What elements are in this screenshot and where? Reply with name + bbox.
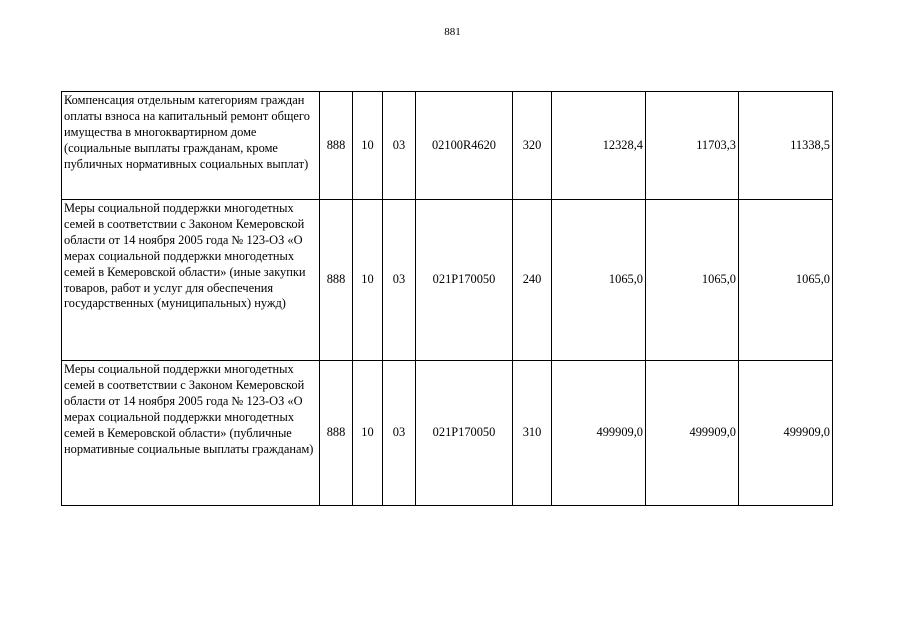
expense-type-cell: 310	[513, 361, 552, 506]
row-name-cell: Меры социальной поддержки многодетных семей в соответствии с Законом Кемеровской области от 14 ноября 2005 года № 123-ОЗ «О мерах социальной поддержки многодетных семей в Кемеровской области» (иные закупки товаров, работ и услуг для обеспечения государственных (муниципальных) нужд)	[62, 200, 320, 361]
ministry-code-cell: 888	[320, 92, 353, 200]
sum-3-cell: 1065,0	[739, 200, 833, 361]
sum-3-cell: 499909,0	[739, 361, 833, 506]
section-code-cell: 10	[353, 92, 383, 200]
sum-1-cell: 1065,0	[552, 200, 646, 361]
sum-1-cell: 12328,4	[552, 92, 646, 200]
table-row	[62, 200, 833, 361]
section-code-cell: 10	[353, 361, 383, 506]
row-name-cell: Меры социальной поддержки многодетных семей в соответствии с Законом Кемеровской области от 14 ноября 2005 года № 123-ОЗ «О мерах социальной поддержки многодетных семей в Кемеровской области» (публичные нормативные социальные выплаты гражданам)	[62, 361, 320, 506]
budget-table	[61, 91, 833, 506]
page-number: 881	[444, 26, 461, 38]
table-row	[62, 361, 833, 506]
target-article-cell: 021P170050	[416, 200, 513, 361]
sum-2-cell: 11703,3	[646, 92, 739, 200]
ministry-code-cell: 888	[320, 200, 353, 361]
target-article-cell: 02100R4620	[416, 92, 513, 200]
expense-type-cell: 320	[513, 92, 552, 200]
sum-2-cell: 1065,0	[646, 200, 739, 361]
expense-type-cell: 240	[513, 200, 552, 361]
subsection-code-cell: 03	[383, 200, 416, 361]
subsection-code-cell: 03	[383, 361, 416, 506]
target-article-cell: 021P170050	[416, 361, 513, 506]
table-row	[62, 92, 833, 200]
sum-1-cell: 499909,0	[552, 361, 646, 506]
ministry-code-cell: 888	[320, 361, 353, 506]
subsection-code-cell: 03	[383, 92, 416, 200]
section-code-cell: 10	[353, 200, 383, 361]
row-name-cell: Компенсация отдельным категориям граждан оплаты взноса на капитальный ремонт общего имущества в многоквартирном доме (социальные выплаты гражданам, кроме публичных нормативных социальных выплат)	[62, 92, 320, 200]
sum-3-cell: 11338,5	[739, 92, 833, 200]
sum-2-cell: 499909,0	[646, 361, 739, 506]
